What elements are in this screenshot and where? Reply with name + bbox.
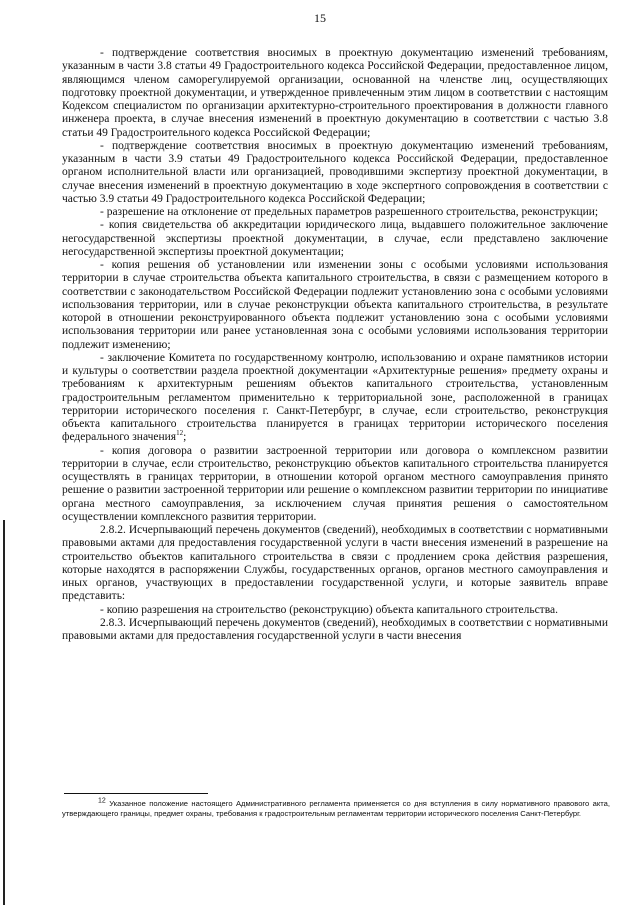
paragraph-end: ;: [183, 431, 187, 444]
document-body: [62, 47, 608, 643]
footnote-text: Указанное положение настоящего Административного регламента применяется со дня вступления в силу нормативного правового акта, утверждающего границы, предмет охраны, требования к градостроительным регламентам территории исторического поселения Санкт-Петербург.: [62, 799, 610, 818]
footnote-divider: [64, 793, 208, 794]
scan-edge-line: [3, 520, 5, 905]
paragraph: 2.8.2. Исчерпывающий перечень документов (сведений), необходимых в соответствии с нормативными правовыми актами для предоставления государственной услуги в части внесения изменений в разрешение на строительство объектов капитального строительства в связи с продлением срока действия разрешения, которые находятся в распоряжении Службы, государственных органов, органов местного самоуправления и иных органов, участвующих в предоставлении государственной услуги, и которые заявитель вправе представить:: [62, 524, 608, 603]
footnote: [62, 799, 610, 819]
paragraph: - копия договора о развитии застроенной территории или договора о комплексном развитии территории в случае, если строительство, реконструкцию объектов капитального строительства планируется осуществлять в границах территории, в отношении которой органом местного самоуправления принято решение о развитии застроенной территории или решение о комплексном развитии территории по инициативе органа местного самоуправления, за исключением случая принятия решения о самостоятельном осуществлении комплексного развития территории.: [62, 444, 608, 523]
paragraph: - подтверждение соответствия вносимых в проектную документацию изменений требованиям, указанным в части 3.9 статьи 49 Градостроительного кодекса Российской Федерации, предоставленное органом исполнительной власти или организацией, проводившими экспертизу проектной документации, в случае внесения изменений в проектную документацию в ходе экспертного сопровождения в соответствии с частью 3.9 статьи 49 Градостроительного кодекса Российской Федерации;: [62, 139, 608, 205]
footnote-reference: 12: [176, 429, 184, 438]
paragraph: - копия свидетельства об аккредитации юридического лица, выдавшего положительное заключение негосударственной экспертизы проектной документации, в случае, если представлено заключение негосударственной экспертизы проектной документации;: [62, 219, 608, 258]
paragraph: - копию разрешения на строительство (реконструкцию) объекта капитального строительства.: [100, 603, 558, 616]
page-number: 15: [314, 11, 326, 25]
paragraph: - разрешение на отклонение от предельных параметров разрешенного строительства, реконструкции;: [100, 206, 599, 218]
paragraph: 2.8.3. Исчерпывающий перечень документов (сведений), необходимых в соответствии с нормативными правовыми актами для предоставления государственной услуги в части внесения: [62, 616, 608, 642]
paragraph-with-footnote: [62, 352, 608, 445]
paragraph: - подтверждение соответствия вносимых в проектную документацию изменений требованиям, указанным в части 3.8 статьи 49 Градостроительного кодекса Российской Федерации, предоставленное лицом, являющимся членом саморегулируемой организации, основанной на членстве лиц, осуществляющих подготовку проектной документации, и утвержденное привлеченным этим лицом в соответствии с настоящим Кодексом специалистом по организации архитектурно-строительного проектирования в должности главного инженера проекта, в случае внесения изменений в проектную документацию в соответствии с частью 3.8 статьи 49 Градостроительного кодекса Российской Федерации;: [62, 47, 608, 139]
paragraph-text: - заключение Комитета по государственному контролю, использованию и охране памятников истории и культуры о соответствии раздела проектной документации «Архитектурные решения» предмету охраны и требованиям к архитектурным решениям объектов капитального строительства, установленным градостроительным регламентом применительно к территориальной зоне, расположенной в границах территории исторического поселения г. Санкт-Петербург, в случае, если строительство, реконструкция объекта капитального строительства планируется в границах территории исторического поселения федерального значения: [62, 351, 608, 444]
footnote-marker: 12: [98, 797, 106, 805]
paragraph: - копия решения об установлении или изменении зоны с особыми условиями использования территории в случае строительства объекта капитального строительства, в связи с размещением которого в соответствии с законодательством Российской Федерации подлежит установлению зона с особыми условиями использования территории, или в случае реконструкции объекта капитального строительства, в результате которой в отношении реконструированного объекта подлежит установлению зона с особыми условиями использования территории или ранее установленная зона с особыми условиями использования территории подлежит изменению;: [62, 259, 608, 351]
